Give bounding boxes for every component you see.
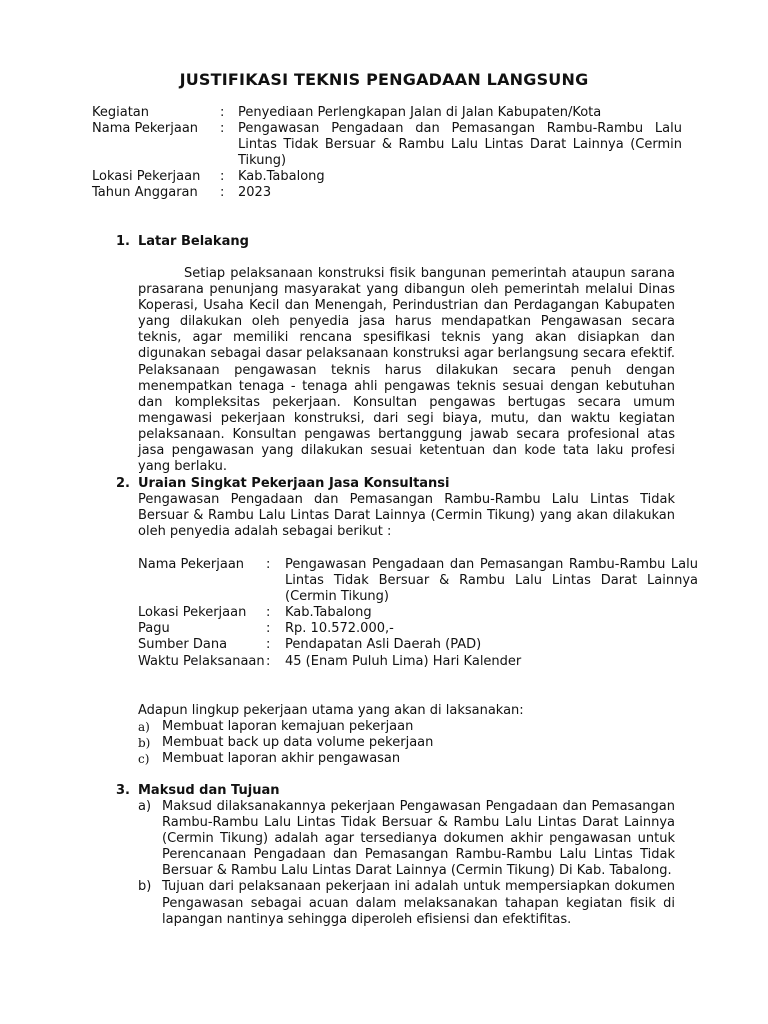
header-field-nama-pekerjaan bbox=[92, 121, 682, 169]
field-colon: : bbox=[266, 605, 271, 621]
header-fields bbox=[92, 105, 682, 202]
field-colon: : bbox=[220, 121, 225, 137]
field-label: Waktu Pelaksanaan bbox=[138, 653, 265, 669]
list-marker: b) bbox=[138, 879, 152, 895]
section-1-heading bbox=[116, 234, 676, 250]
document-title: JUSTIFIKASI TEKNIS PENGADAAN LANGSUNG bbox=[179, 70, 589, 89]
detail-waktu-pelaksanaan bbox=[138, 654, 698, 670]
section-number: 1. bbox=[116, 234, 130, 249]
list-item bbox=[138, 751, 675, 767]
list-marker: c) bbox=[138, 752, 150, 767]
field-colon: : bbox=[266, 653, 271, 669]
list-item bbox=[138, 719, 675, 735]
field-value: Kab.Tabalong bbox=[238, 169, 325, 185]
section-title: Latar Belakang bbox=[138, 234, 249, 249]
header-field-tahun-anggaran bbox=[92, 185, 682, 201]
field-value: Pengawasan Pengadaan dan Pemasangan Rambu-Rambu Lalu Lintas Tidak Bersuar & Rambu Lalu Lintas Darat Lainnya (Cermin Tikung) bbox=[285, 557, 698, 605]
list-item bbox=[138, 799, 675, 879]
section-title: Uraian Singkat Pekerjaan Jasa Konsultansi bbox=[138, 476, 450, 491]
list-marker: a) bbox=[138, 720, 150, 734]
list-item bbox=[138, 879, 675, 927]
detail-sumber-dana bbox=[138, 637, 698, 653]
field-label: Tahun Anggaran bbox=[92, 185, 198, 201]
section-3-heading bbox=[116, 783, 676, 799]
field-colon: : bbox=[220, 185, 225, 201]
list-marker: a) bbox=[138, 799, 152, 814]
list-item bbox=[138, 735, 675, 751]
scope-intro: Adapun lingkup pekerjaan utama yang akan di laksanakan: bbox=[138, 703, 524, 718]
field-label: Kegiatan bbox=[92, 105, 150, 120]
detail-pagu bbox=[138, 621, 698, 637]
field-value: 2023 bbox=[238, 185, 272, 201]
detail-lokasi-pekerjaan bbox=[138, 605, 698, 621]
list-text: Membuat back up data volume pekerjaan bbox=[162, 735, 434, 751]
header-field-lokasi-pekerjaan bbox=[92, 169, 682, 185]
list-text: Membuat laporan akhir pengawasan bbox=[162, 751, 401, 767]
section-number: 3. bbox=[116, 783, 130, 798]
section-title: Maksud dan Tujuan bbox=[138, 783, 280, 798]
scope-list bbox=[138, 719, 675, 767]
field-value: 45 (Enam Puluh Lima) Hari Kalender bbox=[285, 653, 522, 669]
field-label: Lokasi Pekerjaan bbox=[92, 169, 201, 185]
project-details bbox=[138, 557, 698, 670]
field-colon: : bbox=[220, 105, 225, 120]
list-text: Membuat laporan kemajuan pekerjaan bbox=[162, 719, 414, 734]
field-label: Lokasi Pekerjaan bbox=[138, 605, 247, 621]
detail-nama-pekerjaan bbox=[138, 557, 698, 605]
field-colon: : bbox=[266, 621, 271, 637]
field-value: Penyediaan Perlengkapan Jalan di Jalan Kabupaten/Kota bbox=[238, 105, 602, 120]
header-field-kegiatan bbox=[92, 105, 682, 121]
field-label: Nama Pekerjaan bbox=[138, 557, 245, 572]
field-value: Kab.Tabalong bbox=[285, 605, 372, 621]
list-text: Tujuan dari pelaksanaan pekerjaan ini adalah untuk mempersiapkan dokumen Pengawasan sebagai acuan dalam melaksanakan tahapan kegiatan fisik di lapangan nantinya sehingga diperoleh efisiensi dan efektifitas. bbox=[162, 879, 675, 927]
field-label: Pagu bbox=[138, 621, 170, 637]
field-label: Nama Pekerjaan bbox=[92, 121, 199, 137]
field-value: Pengawasan Pengadaan dan Pemasangan Rambu-Rambu Lalu Lintas Tidak Bersuar & Rambu Lalu Lintas Darat Lainnya (Cermin Tikung) bbox=[238, 121, 682, 169]
field-value: Pendapatan Asli Daerah (PAD) bbox=[285, 637, 482, 653]
section-2-intro: Pengawasan Pengadaan dan Pemasangan Rambu-Rambu Lalu Lintas Tidak Bersuar & Rambu Lalu Lintas Darat Lainnya (Cermin Tikung) yang akan dilakukan oleh penyedia adalah sebagai berikut : bbox=[138, 492, 675, 540]
section-2-heading bbox=[116, 476, 676, 492]
field-colon: : bbox=[266, 557, 271, 572]
field-label: Sumber Dana bbox=[138, 637, 228, 653]
field-colon: : bbox=[220, 169, 225, 185]
section-1-body: Setiap pelaksanaan konstruksi fisik bangunan pemerintah ataupun sarana prasarana penunjang masyarakat yang dibangun oleh pemerintah melalui Dinas Koperasi, Usaha Kecil dan Menengah, Perindustrian dan Perdagangan Kabupaten yang dilakukan oleh penyedia jasa harus mendapatkan Pengawasan secara teknis, agar memiliki rencana spesifikasi teknis yang akan disiapkan dan digunakan sebagai dasar pelaksanaan konstruksi agar berlangsung secara efektif. Pelaksanaan pengawasan teknis harus dilakukan secara penuh dengan menempatkan tenaga - tenaga ahli pengawas teknis sesuai dengan kebutuhan dan kompleksitas pekerjaan. Konsultan pengawas bertugas secara umum mengawasi pekerjaan konstruksi, dari segi biaya, mutu, dan waktu kegiatan pelaksanaan. Konsultan pengawas bertanggung jawab secara profesional atas jasa pengawasan yang dilakukan sesuai ketentuan dan kode tata laku profesi yang berlaku. bbox=[138, 266, 675, 475]
purpose-list bbox=[138, 799, 675, 928]
list-text: Maksud dilaksanakannya pekerjaan Pengawasan Pengadaan dan Pemasangan Rambu-Rambu Lalu Lintas Tidak Bersuar & Rambu Lalu Lintas Darat Lainnya (Cermin Tikung) adalah agar tersedianya dokumen akhir pengawasan untuk Perencanaan Pengadaan dan Pemasangan Rambu-Rambu Lalu Lintas Tidak Bersuar & Rambu Lalu Lintas Darat Lainnya (Cermin Tikung) Di Kab. Tabalong. bbox=[162, 799, 675, 879]
field-colon: : bbox=[266, 637, 271, 653]
section-number: 2. bbox=[116, 476, 130, 491]
field-value: Rp. 10.572.000,- bbox=[285, 621, 394, 637]
list-marker: b) bbox=[138, 736, 151, 751]
